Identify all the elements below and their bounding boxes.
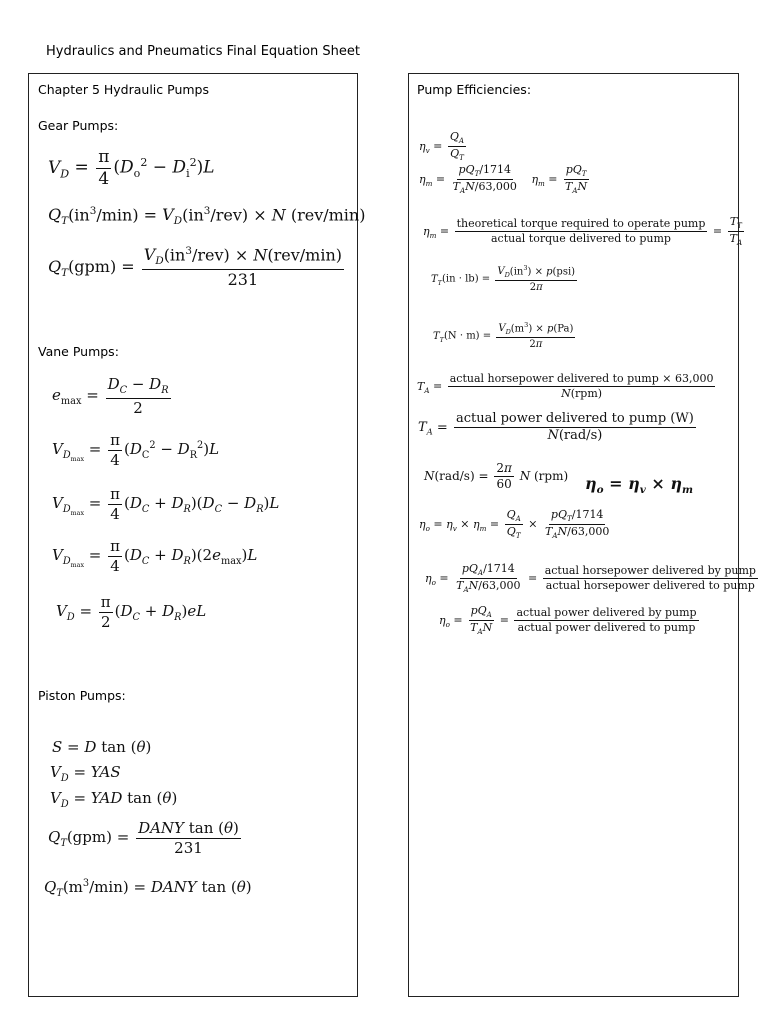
gear-pumps-heading: Gear Pumps:	[38, 118, 119, 133]
gear-flow-equation: $Q_T(in^3/\min) = V_D(in^3/rev) \times N$ (rev/min)	[48, 205, 366, 228]
piston-flow-gpm-equation: $Q_T(gpm)$ = $\frac{\text{DANY tan (θ)}}{231}$	[48, 819, 239, 857]
overall-efficiency-bold-equation: $\eta_o = \eta_v \times \eta_m$	[585, 474, 693, 497]
vane-vd-equation: $V_D$ = $\frac{\pi}{2}$ $(D_C + D_R)eL$	[56, 593, 207, 631]
piston-pumps-heading: Piston Pumps:	[38, 688, 126, 703]
theoretical-torque-inlb-equation: $T_T(in \cdot lb)$ = $\frac{V_D(in^3) \times p(psi)}{2\pi}$	[431, 264, 576, 294]
mechanical-efficiency-equation-1: $\eta_m$ = $\frac{pQ_T/1714}{T_AN/63,000}$ $\eta_m$ = $\frac{pQ_T}{T_AN}$	[419, 163, 588, 196]
piston-stroke-equation: S = D tan (θ)	[52, 738, 152, 756]
actual-torque-watt-equation: $T_A$ = $\frac{\text{actual power delivered to pump (W)}}{\text{N(rad/s)}}$	[418, 411, 694, 444]
overall-efficiency-equation-1: $\eta_o = \eta_v \times \eta_m$ = $\frac{Q_A}{Q_T}$ × $\frac{pQ_T/1714}{T_AN/63,000}$	[419, 508, 610, 541]
piston-flow-m3-equation: $Q_T(m^3/\min)$ = DANY tan (θ)	[44, 878, 252, 899]
piston-vd-yad-equation: $V_D$ = YAD tan (θ)	[50, 789, 178, 810]
piston-vd-yas-equation: $V_D$ = YAS	[50, 763, 121, 784]
mechanical-efficiency-torque-equation: $\eta_m$ = $\frac{\text{theoretical torque required to operate pump}}{\text{actual torque delivered to pump}}$ = $\frac{T_T}{T_A}$	[423, 215, 743, 248]
pump-efficiencies-heading: Pump Efficiencies:	[417, 82, 532, 97]
overall-efficiency-equation-2: $\eta_o$ = $\frac{pQ_A/1714}{T_AN/63,000}$ = $\frac{\text{actual horsepower delivered by pump}}{\text{actual horsepower delivered to pump}}$	[425, 562, 756, 595]
theoretical-torque-nm-equation: $T_T(N \cdot m)$ = $\frac{V_D(m^3) \times p(Pa)}{2\pi}$	[433, 321, 574, 351]
gear-displacement-equation: $V_D$ = $\frac{\pi}{4}$ $(D_o^2 - D_i^2)L$	[48, 147, 215, 189]
chapter-heading: Chapter 5 Hydraulic Pumps	[38, 82, 209, 97]
volumetric-efficiency-equation: $\eta_v$ = $\frac{Q_A}{Q_T}$	[419, 130, 465, 163]
gear-flow-gpm-equation: $Q_T(gpm)$ = $\frac{V_D(in^3/rev) \times N(rev/\min)}{231}$	[48, 245, 342, 289]
vane-emax-equation: $e_{max}$ = $\frac{D_C - D_R}{2}$	[52, 375, 169, 417]
vane-vdmax-equation-2: $V_{D_{max}}$ = $\frac{\pi}{4}$ $(D_C + D_R)(D_C - D_R)L$	[52, 485, 280, 523]
document-title: Hydraulics and Pneumatics Final Equation Sheet	[46, 44, 360, 59]
speed-conversion-equation: N(rad/s) = $\frac{2\pi}{60}$ N (rpm)	[424, 461, 569, 492]
overall-efficiency-equation-3: $\eta_o$ = $\frac{pQ_A}{T_AN}$ = $\frac{\text{actual power delivered by pump}}{\text{actual power delivered to pump}}$	[439, 604, 697, 637]
actual-torque-hp-equation: $T_A$ = $\frac{\text{actual horsepower delivered to pump × 63,000}}{\text{N(rpm)}}$	[417, 372, 714, 401]
vane-vdmax-equation-3: $V_{D_{max}}$ = $\frac{\pi}{4}$ $(D_C + D_R)(2e_{max})L$	[52, 537, 258, 575]
vane-pumps-heading: Vane Pumps:	[38, 344, 119, 359]
vane-vdmax-equation-1: $V_{D_{max}}$ = $\frac{\pi}{4}$ $(D_C^2 - D_R^2)L$	[52, 431, 220, 469]
